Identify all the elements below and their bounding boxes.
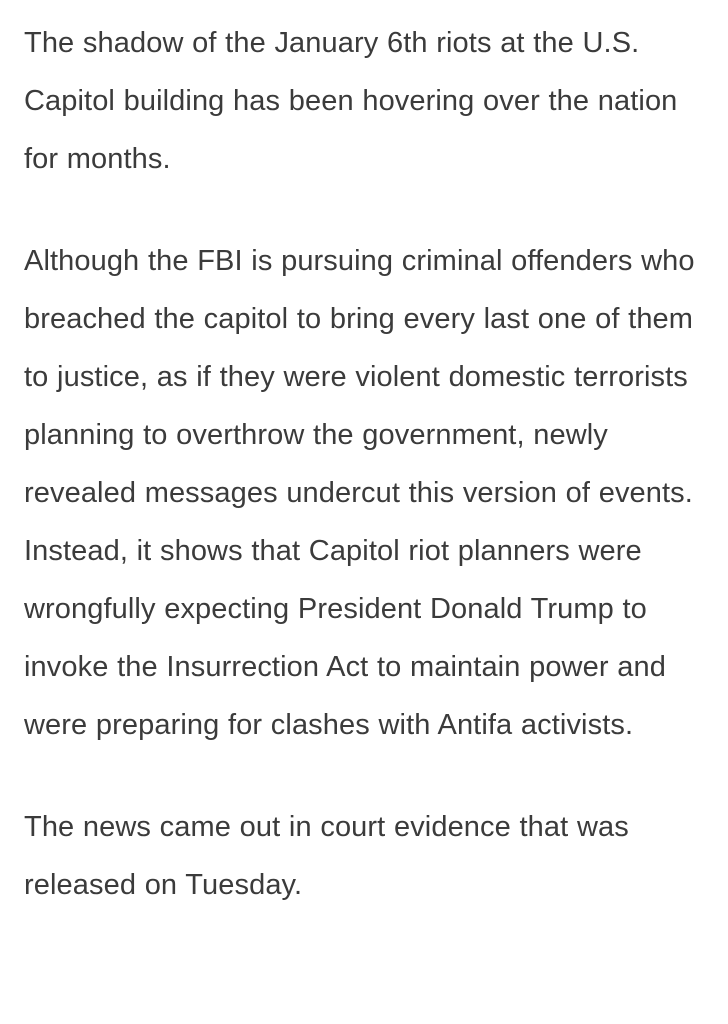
paragraph-3: The news came out in court evidence that was released on Tuesday. <box>24 811 629 901</box>
paragraph-1: The shadow of the January 6th riots at the U.S. Capitol building has been hovering over the nation for months. <box>24 27 678 175</box>
paragraph-2: Although the FBI is pursuing criminal offenders who breached the capitol to bring every last one of them to justice, as if they were violent domestic terrorists planning to overthrow the government, newly revealed messages undercut this version of events. Instead, it shows that Capitol riot planners were wrongfully expecting President Donald Trump to invoke the Insurrection Act to maintain power and were preparing for clashes with Antifa activists. <box>24 245 695 741</box>
